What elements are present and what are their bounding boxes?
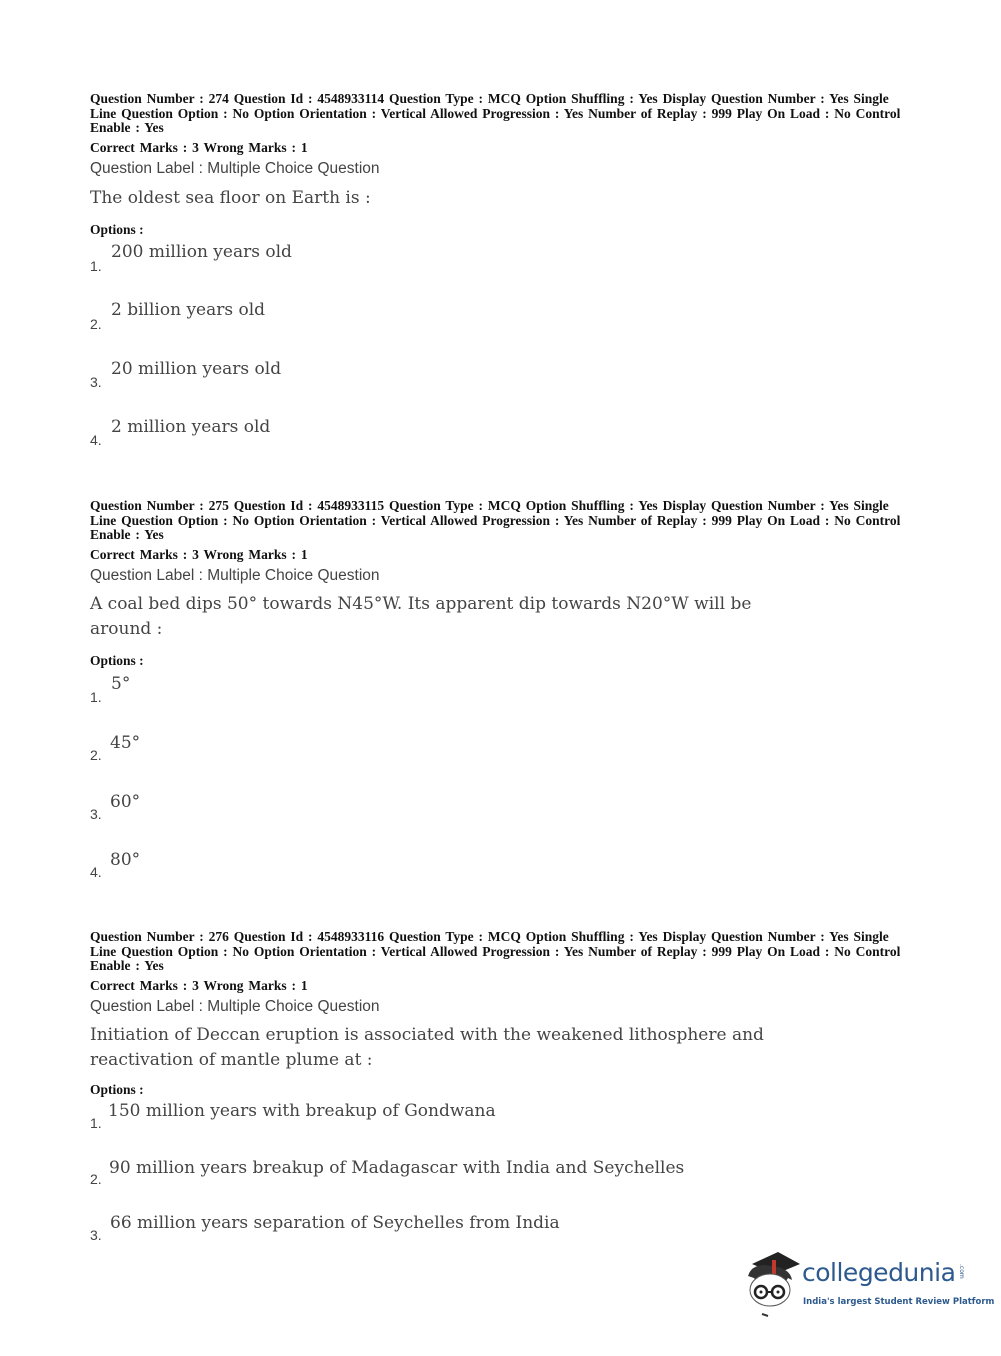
option-text: 60° [110,792,141,812]
options-label: Options : [90,653,144,668]
option-number: 1. [90,689,102,705]
option-number: 3. [90,806,102,822]
option-number: 1. [90,1115,102,1131]
collegedunia-logo [742,1250,995,1320]
question-meta: Question Number : 276 Question Id : 4548933116 Question Type : MCQ Option Shuffling : Yes Display Question Number : Yes Single Line Question Option : No Option Orientation : Vertical Allowed Progression : Yes Number of Replay : 999 Play On Load : No Control Enable : Yes [90,929,901,973]
question-marks: Correct Marks : 3 Wrong Marks : 1 [90,140,308,155]
mascot-icon [742,1250,804,1320]
option-number: 4. [90,432,102,448]
option-text: 20 million years old [111,359,282,379]
option-number: 3. [90,374,102,390]
options-label: Options : [90,1082,144,1097]
option-number: 2. [90,747,102,763]
option-text: 45° [110,733,141,753]
option-number: 1. [90,258,102,274]
option-number: 3. [90,1227,102,1243]
option-number: 4. [90,864,102,880]
option-text: 5° [111,674,131,694]
option-text: 2 million years old [111,417,271,437]
option-number: 2. [90,1171,102,1187]
question-text: The oldest sea floor on Earth is : [90,188,371,208]
logo-tagline: India's largest Student Review Platform [803,1297,995,1307]
logo-suffix: .com [958,1264,965,1279]
option-number: 2. [90,316,102,332]
logo-wordmark: collegedunia [802,1258,956,1287]
question-label: Question Label : Multiple Choice Question [90,567,380,584]
options-label: Options : [90,222,144,237]
option-text: 2 billion years old [111,300,266,320]
option-text: 200 million years old [111,242,292,262]
option-text: 66 million years separation of Seychelles from India [110,1213,560,1233]
question-meta: Question Number : 275 Question Id : 4548933115 Question Type : MCQ Option Shuffling : Yes Display Question Number : Yes Single Line Question Option : No Option Orientation : Vertical Allowed Progression : Yes Number of Replay : 999 Play On Load : No Control Enable : Yes [90,498,901,542]
question-marks: Correct Marks : 3 Wrong Marks : 1 [90,978,308,993]
question-marks: Correct Marks : 3 Wrong Marks : 1 [90,547,308,562]
option-text: 90 million years breakup of Madagascar with India and Seychelles [109,1158,685,1178]
question-text: Initiation of Deccan eruption is associated with the weakened lithosphere and reactivation of mantle plume at : [90,1025,764,1070]
question-text: A coal bed dips 50° towards N45°W. Its apparent dip towards N20°W will be around : [90,594,752,639]
option-text: 150 million years with breakup of Gondwana [108,1101,496,1121]
question-label: Question Label : Multiple Choice Question [90,998,380,1015]
question-label: Question Label : Multiple Choice Question [90,160,380,177]
option-text: 80° [110,850,141,870]
question-meta: Question Number : 274 Question Id : 4548933114 Question Type : MCQ Option Shuffling : Yes Display Question Number : Yes Single Line Question Option : No Option Orientation : Vertical Allowed Progression : Yes Number of Replay : 999 Play On Load : No Control Enable : Yes [90,91,901,135]
